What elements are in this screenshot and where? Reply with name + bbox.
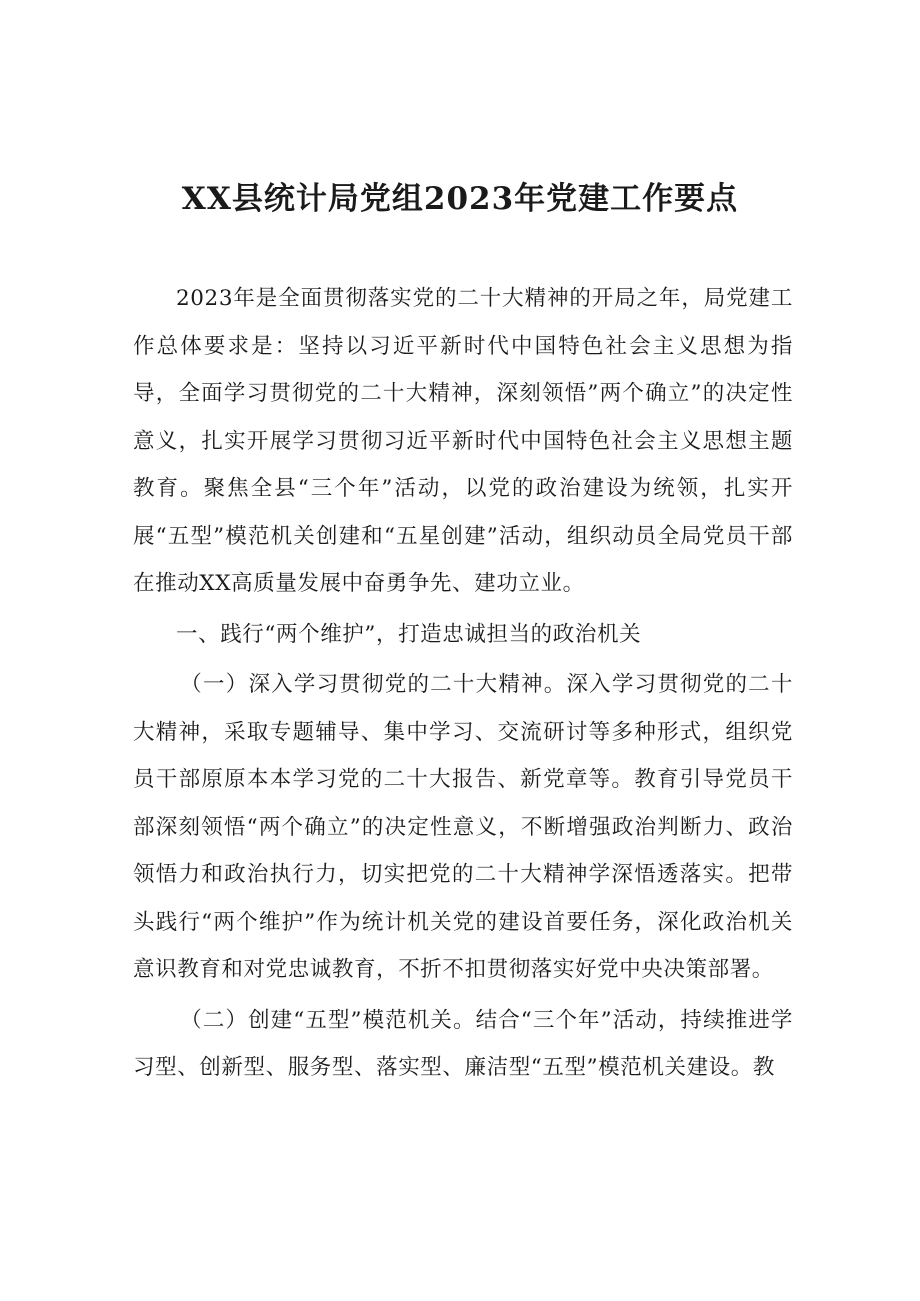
document-title: XX县统计局党组2023年党建工作要点 xyxy=(181,181,739,217)
section-heading-1: 一、践行“两个维护”，打造忠诚担当的政治机关 xyxy=(176,621,642,647)
document-body xyxy=(133,275,793,1092)
intro-paragraph: 2023年是全面贯彻落实党的二十大精神的开局之年，局党建工作总体要求是：坚持以习近平新时代中国特色社会主义思想为指导，全面学习贯彻党的二十大精神，深刻领悟”两个确立”的决定性意义，扎实开展学习贯彻习近平新时代中国特色社会主义思想主题教育。聚焦全县“三个年”活动，以党的政治建设为统领，扎实开展“五型”模范机关创建和“五星创建”活动，组织动员全局党员干部在推动XX高质量发展中奋勇争先、建功立业。 xyxy=(133,286,793,596)
subsection-paragraph-2: （二）创建“五型”模范机关。结合“三个年”活动，持续推进学习型、创新型、服务型、落实型、廉洁型“五型”模范机关建设。教 xyxy=(133,1007,793,1080)
subsection-paragraph-1: （一）深入学习贯彻党的二十大精神。深入学习贯彻党的二十大精神，采取专题辅导、集中学习、交流研讨等多种形式，组织党员干部原原本本学习党的二十大报告、新党章等。教育引导党员干部深刻领悟“两个确立”的决定性意义，不断增强政治判断力、政治领悟力和政治执行力，切实把党的二十大精神学深悟透落实。把带头践行“两个维护”作为统计机关党的建设首要任务，深化政治机关意识教育和对党忠诚教育，不折不扣贯彻落实好党中央决策部署。 xyxy=(133,672,793,982)
